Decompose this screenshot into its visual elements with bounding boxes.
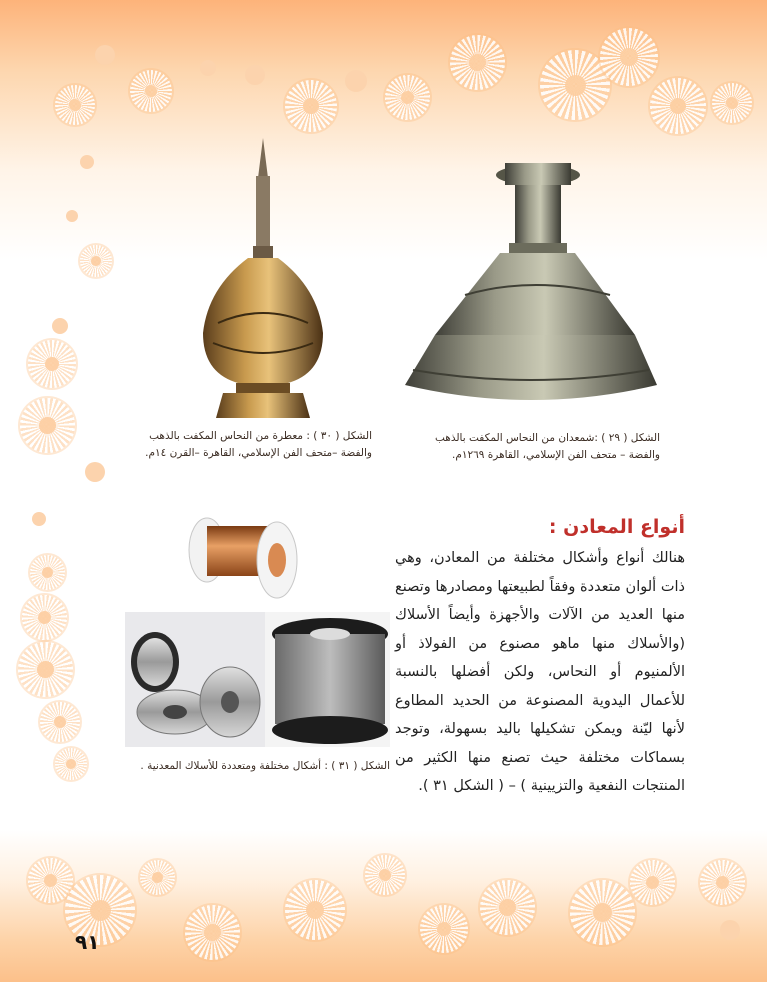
flower-ornament [55, 85, 95, 125]
flower-ornament [365, 855, 405, 895]
flower-ornament [570, 880, 635, 945]
dot-ornament [95, 45, 115, 65]
figure-30-caption: الشكل ( ٣٠ ) : معطرة من النحاس المكفت بالذهب والفضة –متحف الفن الإسلامي، القاهرة –القرن ١٤م. [145, 430, 372, 459]
dot-ornament [85, 462, 105, 482]
section-heading: أنواع المعادن : [548, 516, 685, 538]
candlestick-image [405, 145, 657, 410]
flower-ornament [450, 35, 505, 90]
flower-ornament [385, 75, 430, 120]
flower-ornament [630, 860, 675, 905]
flower-ornament [28, 858, 73, 903]
flower-ornament [140, 860, 175, 895]
metal-wire-spools-image [125, 612, 390, 747]
flower-ornament [600, 28, 658, 86]
dot-ornament [720, 920, 740, 940]
flower-ornament [40, 702, 80, 742]
dot-ornament [200, 60, 216, 76]
dot-ornament [80, 155, 94, 169]
flower-ornament [30, 555, 65, 590]
dot-ornament [66, 210, 78, 222]
flower-ornament [650, 78, 706, 134]
dot-ornament [52, 318, 68, 334]
dot-ornament [32, 512, 46, 526]
flower-ornament [420, 905, 468, 953]
flower-ornament [55, 748, 87, 780]
flower-ornament [18, 642, 73, 697]
flower-ornament [22, 595, 67, 640]
figure-31-caption: الشكل ( ٣١ ) : أشكال مختلفة ومتعددة للأسلاك المعدنية . [140, 760, 390, 772]
flower-ornament [28, 340, 76, 388]
figure-29-caption: الشكل ( ٢٩ ) :شمعدان من النحاس المكفت بالذهب والفضة – متحف الفن الإسلامي، القاهرة ١٢٦٩م. [434, 432, 660, 461]
dot-ornament [245, 65, 265, 85]
flower-ornament [712, 83, 752, 123]
flower-ornament [185, 905, 240, 960]
section-body-text: هنالك أنواع وأشكال مختلفة من المعادن، وهي ذات ألوان متعددة وفقاً لطبيعتها ومصادرها وتصنع منها العديد من الآلات والأجهزة وأيضاً الأسلاك (والأسلاك منها ماهو مصنوع من الفولاذ أو الألمنيوم أو النحاس، ولكن أفضلها بالنسبة للأعمال اليدوية المصنوعة من الحديد المطاوع لأنها ليّنة ويمكن تشكيلها باليد بسهولة، وتوجد بسماكات مختلفة حيث تصنع منها الكثير من المنتجات النفعية والتزيينية ) – ( الشكل ٣١ ). [395, 550, 685, 794]
copper-wire-spool-image [185, 508, 300, 608]
dot-ornament [345, 70, 367, 92]
flower-ornament [480, 880, 535, 935]
rosewater-sprinkler-image [198, 138, 328, 423]
flower-ornament [700, 860, 745, 905]
page-number: ٩١ [75, 930, 100, 954]
flower-ornament [20, 398, 75, 453]
flower-ornament [80, 245, 112, 277]
flower-ornament [285, 880, 345, 940]
flower-ornament [130, 70, 172, 112]
flower-ornament [285, 80, 337, 132]
